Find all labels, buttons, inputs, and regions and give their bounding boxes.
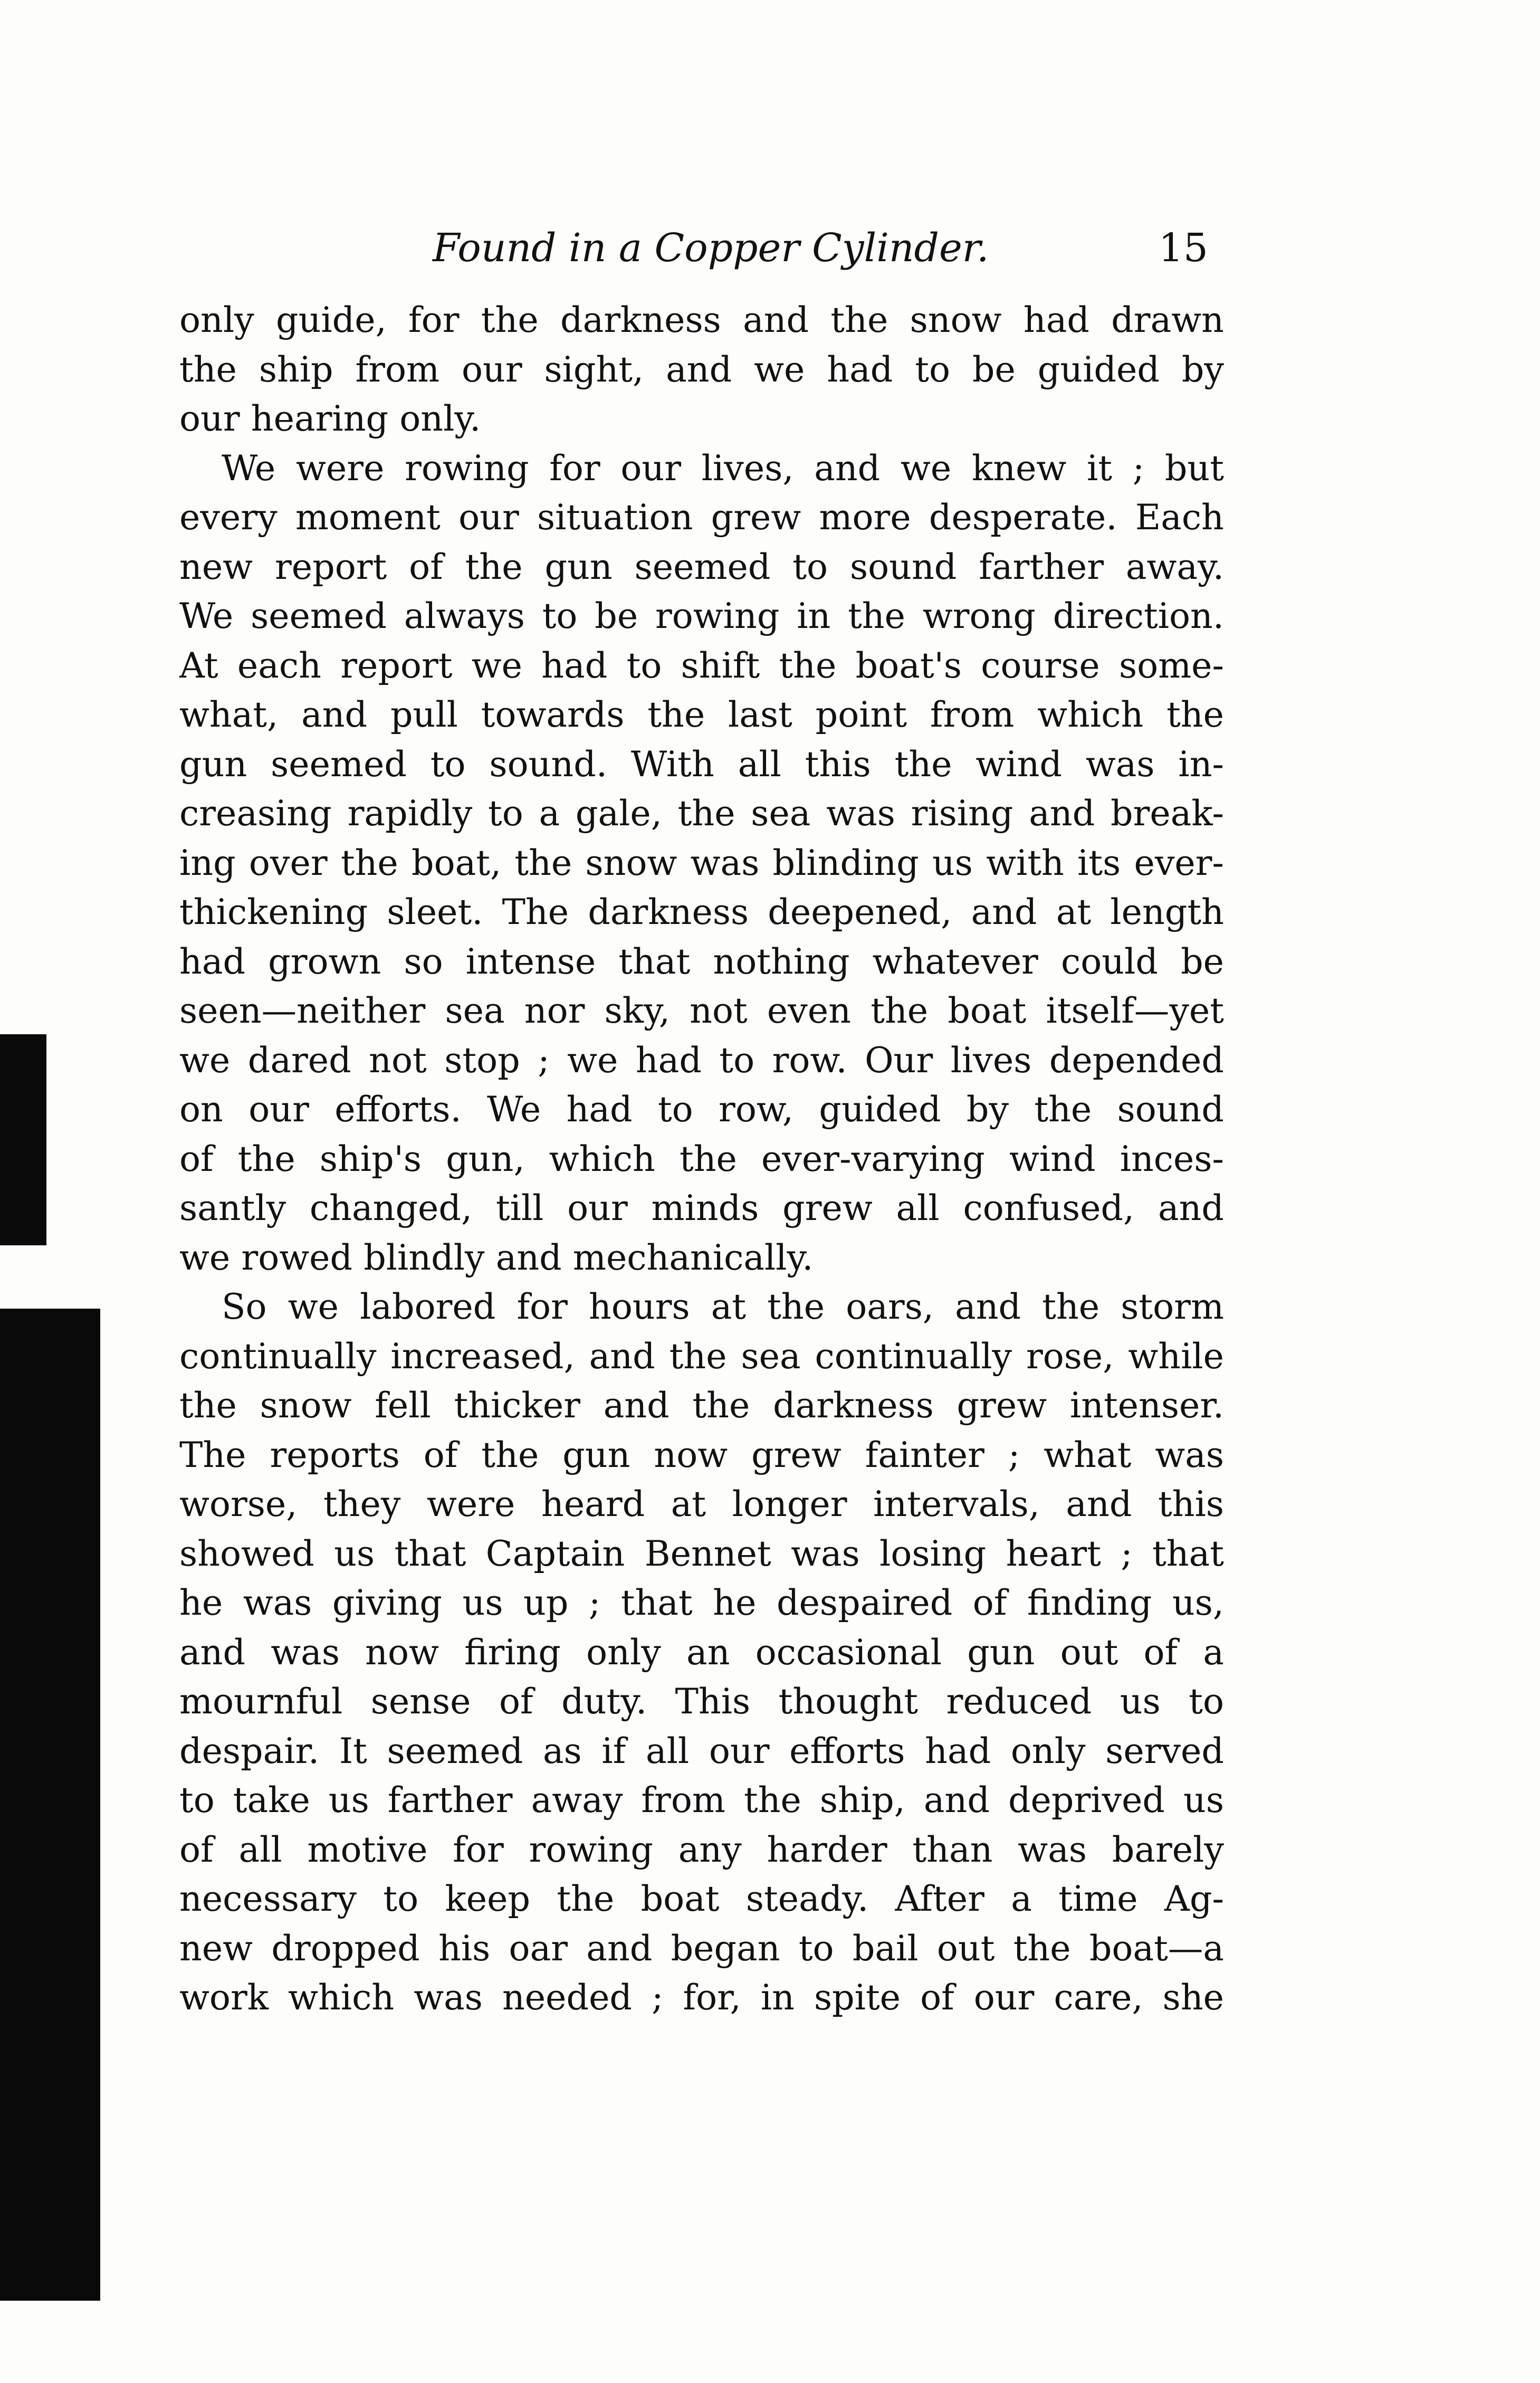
text-line: showed us that Captain Bennet was losing heart ; that (179, 1532, 1224, 1574)
page-header (200, 219, 1208, 282)
text-line: we rowed blindly and mechanically. (179, 1236, 814, 1278)
text-line: our hearing only. (179, 398, 481, 439)
text-line: of the ship's gun, which the ever-varying wind inces- (179, 1138, 1224, 1179)
text-line: work which was needed ; for, in spite of our care, she (179, 1977, 1224, 2018)
text-line: despair. It seemed as if all our efforts had only served (179, 1730, 1224, 1771)
text-line: new dropped his oar and began to bail out the boat—a (179, 1927, 1224, 1969)
body-text (179, 296, 1224, 2023)
text-line: We seemed always to be rowing in the wrong direction. (179, 595, 1224, 636)
text-line: the snow fell thicker and the darkness grew intenser. (179, 1385, 1224, 1426)
text-line: to take us farther away from the ship, and deprived us (179, 1779, 1224, 1820)
text-line: only guide, for the darkness and the snow had drawn (179, 299, 1224, 340)
text-line: the ship from our sight, and we had to be guided by (179, 348, 1224, 390)
text-line: new report of the gun seemed to sound farther away. (179, 546, 1224, 587)
scan-edge-shadow (0, 1034, 46, 1245)
text-line: every moment our situation grew more desperate. Each (179, 497, 1224, 538)
text-line: santly changed, till our minds grew all confused, and (179, 1187, 1224, 1228)
running-title: Found in a Copper Cylinder. (433, 225, 989, 271)
text-line: continually increased, and the sea continually rose, while (179, 1335, 1224, 1377)
page-number: 15 (1158, 225, 1208, 271)
text-line: what, and pull towards the last point from which the (179, 694, 1224, 735)
text-line: We were rowing for our lives, and we knew it ; but (222, 447, 1224, 489)
text-line: So we labored for hours at the oars, and the storm (222, 1286, 1224, 1327)
text-line: on our efforts. We had to row, guided by the sound (179, 1089, 1224, 1130)
text-line: thickening sleet. The darkness deepened, and at length (179, 891, 1224, 932)
text-line: he was giving us up ; that he despaired of finding us, (179, 1582, 1224, 1623)
text-line: necessary to keep the boat steady. After a time Ag- (179, 1878, 1224, 1919)
scan-edge-shadow (0, 1309, 100, 2301)
text-line: and was now firing only an occasional gun out of a (179, 1631, 1224, 1673)
text-line: ing over the boat, the snow was blinding us with its ever- (179, 842, 1224, 883)
text-line: seen—neither sea nor sky, not even the boat itself—yet (179, 990, 1224, 1031)
text-line: gun seemed to sound. With all this the wind was in- (179, 743, 1224, 785)
text-line: creasing rapidly to a gale, the sea was rising and break- (179, 793, 1224, 834)
text-line: The reports of the gun now grew fainter ; what was (179, 1434, 1224, 1475)
text-line: had grown so intense that nothing whatever could be (179, 940, 1224, 982)
text-line: worse, they were heard at longer intervals, and this (179, 1483, 1224, 1524)
text-line: mournful sense of duty. This thought reduced us to (179, 1681, 1224, 1722)
text-line: of all motive for rowing any harder than was barely (179, 1828, 1224, 1870)
text-line: At each report we had to shift the boat's course some- (179, 644, 1224, 686)
text-line: we dared not stop ; we had to row. Our lives depended (179, 1039, 1224, 1081)
